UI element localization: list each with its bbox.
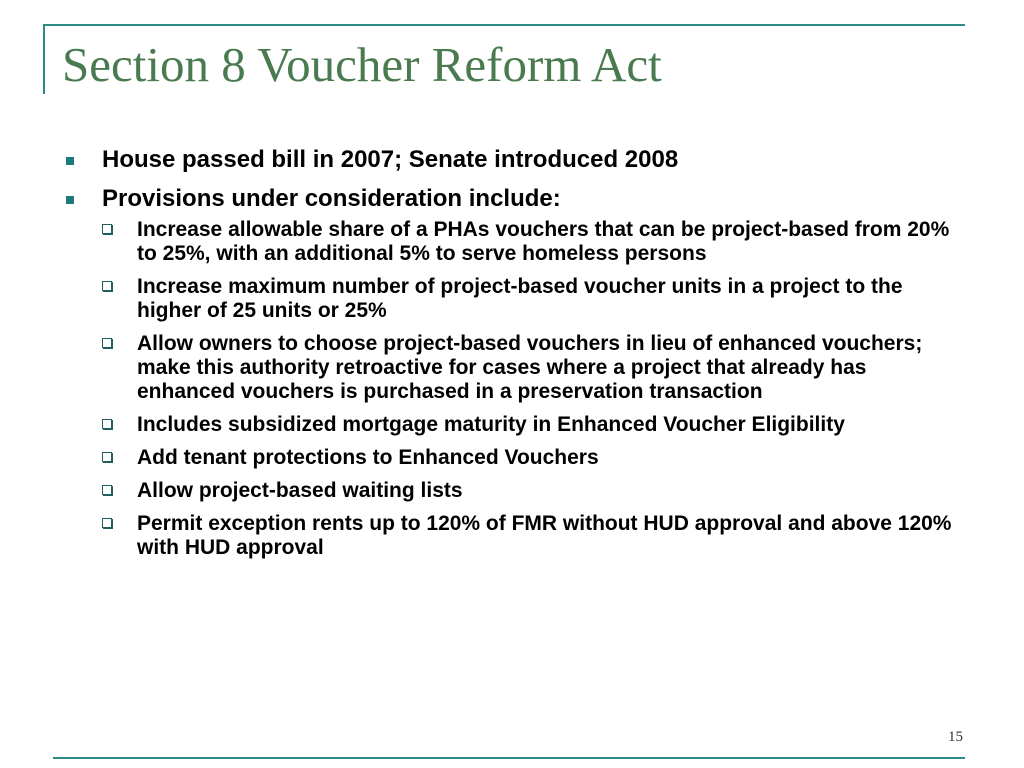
page-number: 15 <box>948 729 963 745</box>
square-bullet-icon <box>66 196 74 204</box>
sub-bullet-item <box>102 218 952 266</box>
hollow-square-bullet-icon <box>102 419 112 429</box>
sub-bullet-text: Permit exception rents up to 120% of FMR without HUD approval and above 120% with HUD approval <box>137 512 952 559</box>
hollow-square-bullet-icon <box>102 281 112 291</box>
slide-title: Section 8 Voucher Reform Act <box>62 37 662 92</box>
sub-bullet-text: Includes subsidized mortgage maturity in Enhanced Voucher Eligibility <box>137 413 845 436</box>
slide-content <box>62 145 952 569</box>
sub-bullet-item <box>102 479 952 503</box>
sub-bullet-text: Allow owners to choose project-based vouchers in lieu of enhanced vouchers; make this authority retroactive for cases where a project that already has enhanced vouchers is purchased in a preservation transaction <box>137 332 923 403</box>
hollow-square-bullet-icon <box>102 338 112 348</box>
frame-top-line <box>43 24 965 26</box>
frame-left-line <box>43 24 45 94</box>
sub-bullet-text: Increase allowable share of a PHAs vouchers that can be project-based from 20% to 25%, with an additional 5% to serve homeless persons <box>137 218 950 265</box>
frame-bottom-line <box>53 757 965 759</box>
sub-bullet-text: Increase maximum number of project-based voucher units in a project to the higher of 25 units or 25% <box>137 275 903 322</box>
bullet-item <box>62 145 952 175</box>
sub-bullet-item <box>102 275 952 323</box>
hollow-square-bullet-icon <box>102 224 112 234</box>
bullet-text: House passed bill in 2007; Senate introduced 2008 <box>102 146 679 173</box>
bullet-item <box>62 184 952 560</box>
sub-bullet-text: Add tenant protections to Enhanced Vouchers <box>137 446 599 469</box>
sub-bullet-item <box>102 413 952 437</box>
sub-bullet-list <box>102 218 952 560</box>
sub-bullet-text: Allow project-based waiting lists <box>137 479 463 502</box>
hollow-square-bullet-icon <box>102 485 112 495</box>
square-bullet-icon <box>66 157 74 165</box>
sub-bullet-item <box>102 332 952 404</box>
hollow-square-bullet-icon <box>102 518 112 528</box>
sub-bullet-item <box>102 446 952 470</box>
hollow-square-bullet-icon <box>102 452 112 462</box>
sub-bullet-item <box>102 512 952 560</box>
bullet-text: Provisions under consideration include: <box>102 185 561 212</box>
